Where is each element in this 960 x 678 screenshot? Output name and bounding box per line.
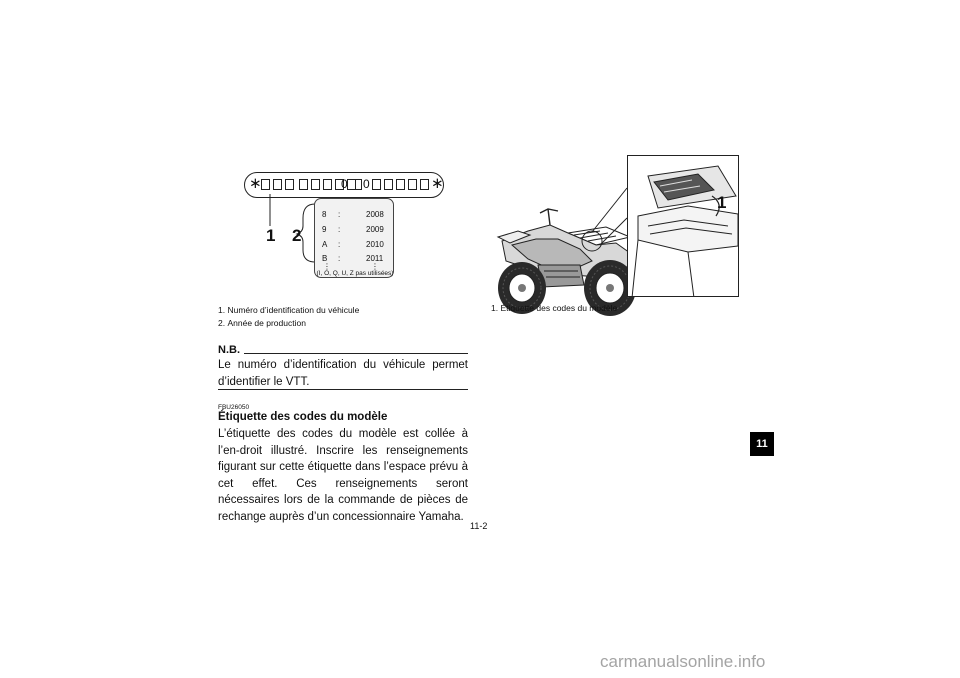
vin-zero-2: 0 bbox=[363, 177, 370, 191]
label-location-inset bbox=[627, 155, 739, 297]
nb-bottom-rule bbox=[218, 389, 468, 390]
vin-caption-1: 1. Numéro d’identification du véhicule bbox=[218, 305, 360, 315]
vin-star-right: ∗ bbox=[431, 175, 444, 192]
vin-caption-2: 2. Année de production bbox=[218, 318, 306, 328]
section-code: FBU26050 bbox=[218, 404, 250, 411]
callout-1: 1 bbox=[266, 226, 276, 245]
vin-zero-1: 0 bbox=[341, 177, 348, 191]
vin-star-left: ∗ bbox=[249, 175, 262, 192]
atv-caption-1: 1. Étiquette des codes du modèle bbox=[491, 303, 618, 313]
inset-callout-1: 1 bbox=[717, 193, 727, 212]
callout-2: 2 bbox=[292, 226, 302, 245]
watermark: carmanualsonline.info bbox=[600, 652, 766, 671]
section-heading: Étiquette des codes du modèle bbox=[218, 411, 388, 423]
unused-letters-note: (I, O, Q, U, Z pas utilisées) bbox=[316, 270, 394, 277]
nb-top-rule bbox=[244, 353, 468, 354]
chapter-tab: 11 bbox=[750, 432, 774, 456]
nb-text: Le numéro d’identification du véhicule permet d’identifier le VTT. bbox=[218, 359, 468, 388]
nb-label: N.B. bbox=[218, 344, 240, 356]
inset-detail-drawing bbox=[628, 156, 739, 297]
section-body: L’étiquette des codes du modèle est collée à l’en-droit illustré. Inscrire les renseignements figurant sur cette étiquette dans l’espace prévu à cet effet. Ces renseignements seront nécessaires lors de la commande de pièces de rechange auprès d’un concessionnaire Yamaha. bbox=[218, 428, 468, 523]
page-number: 11-2 bbox=[470, 521, 488, 531]
